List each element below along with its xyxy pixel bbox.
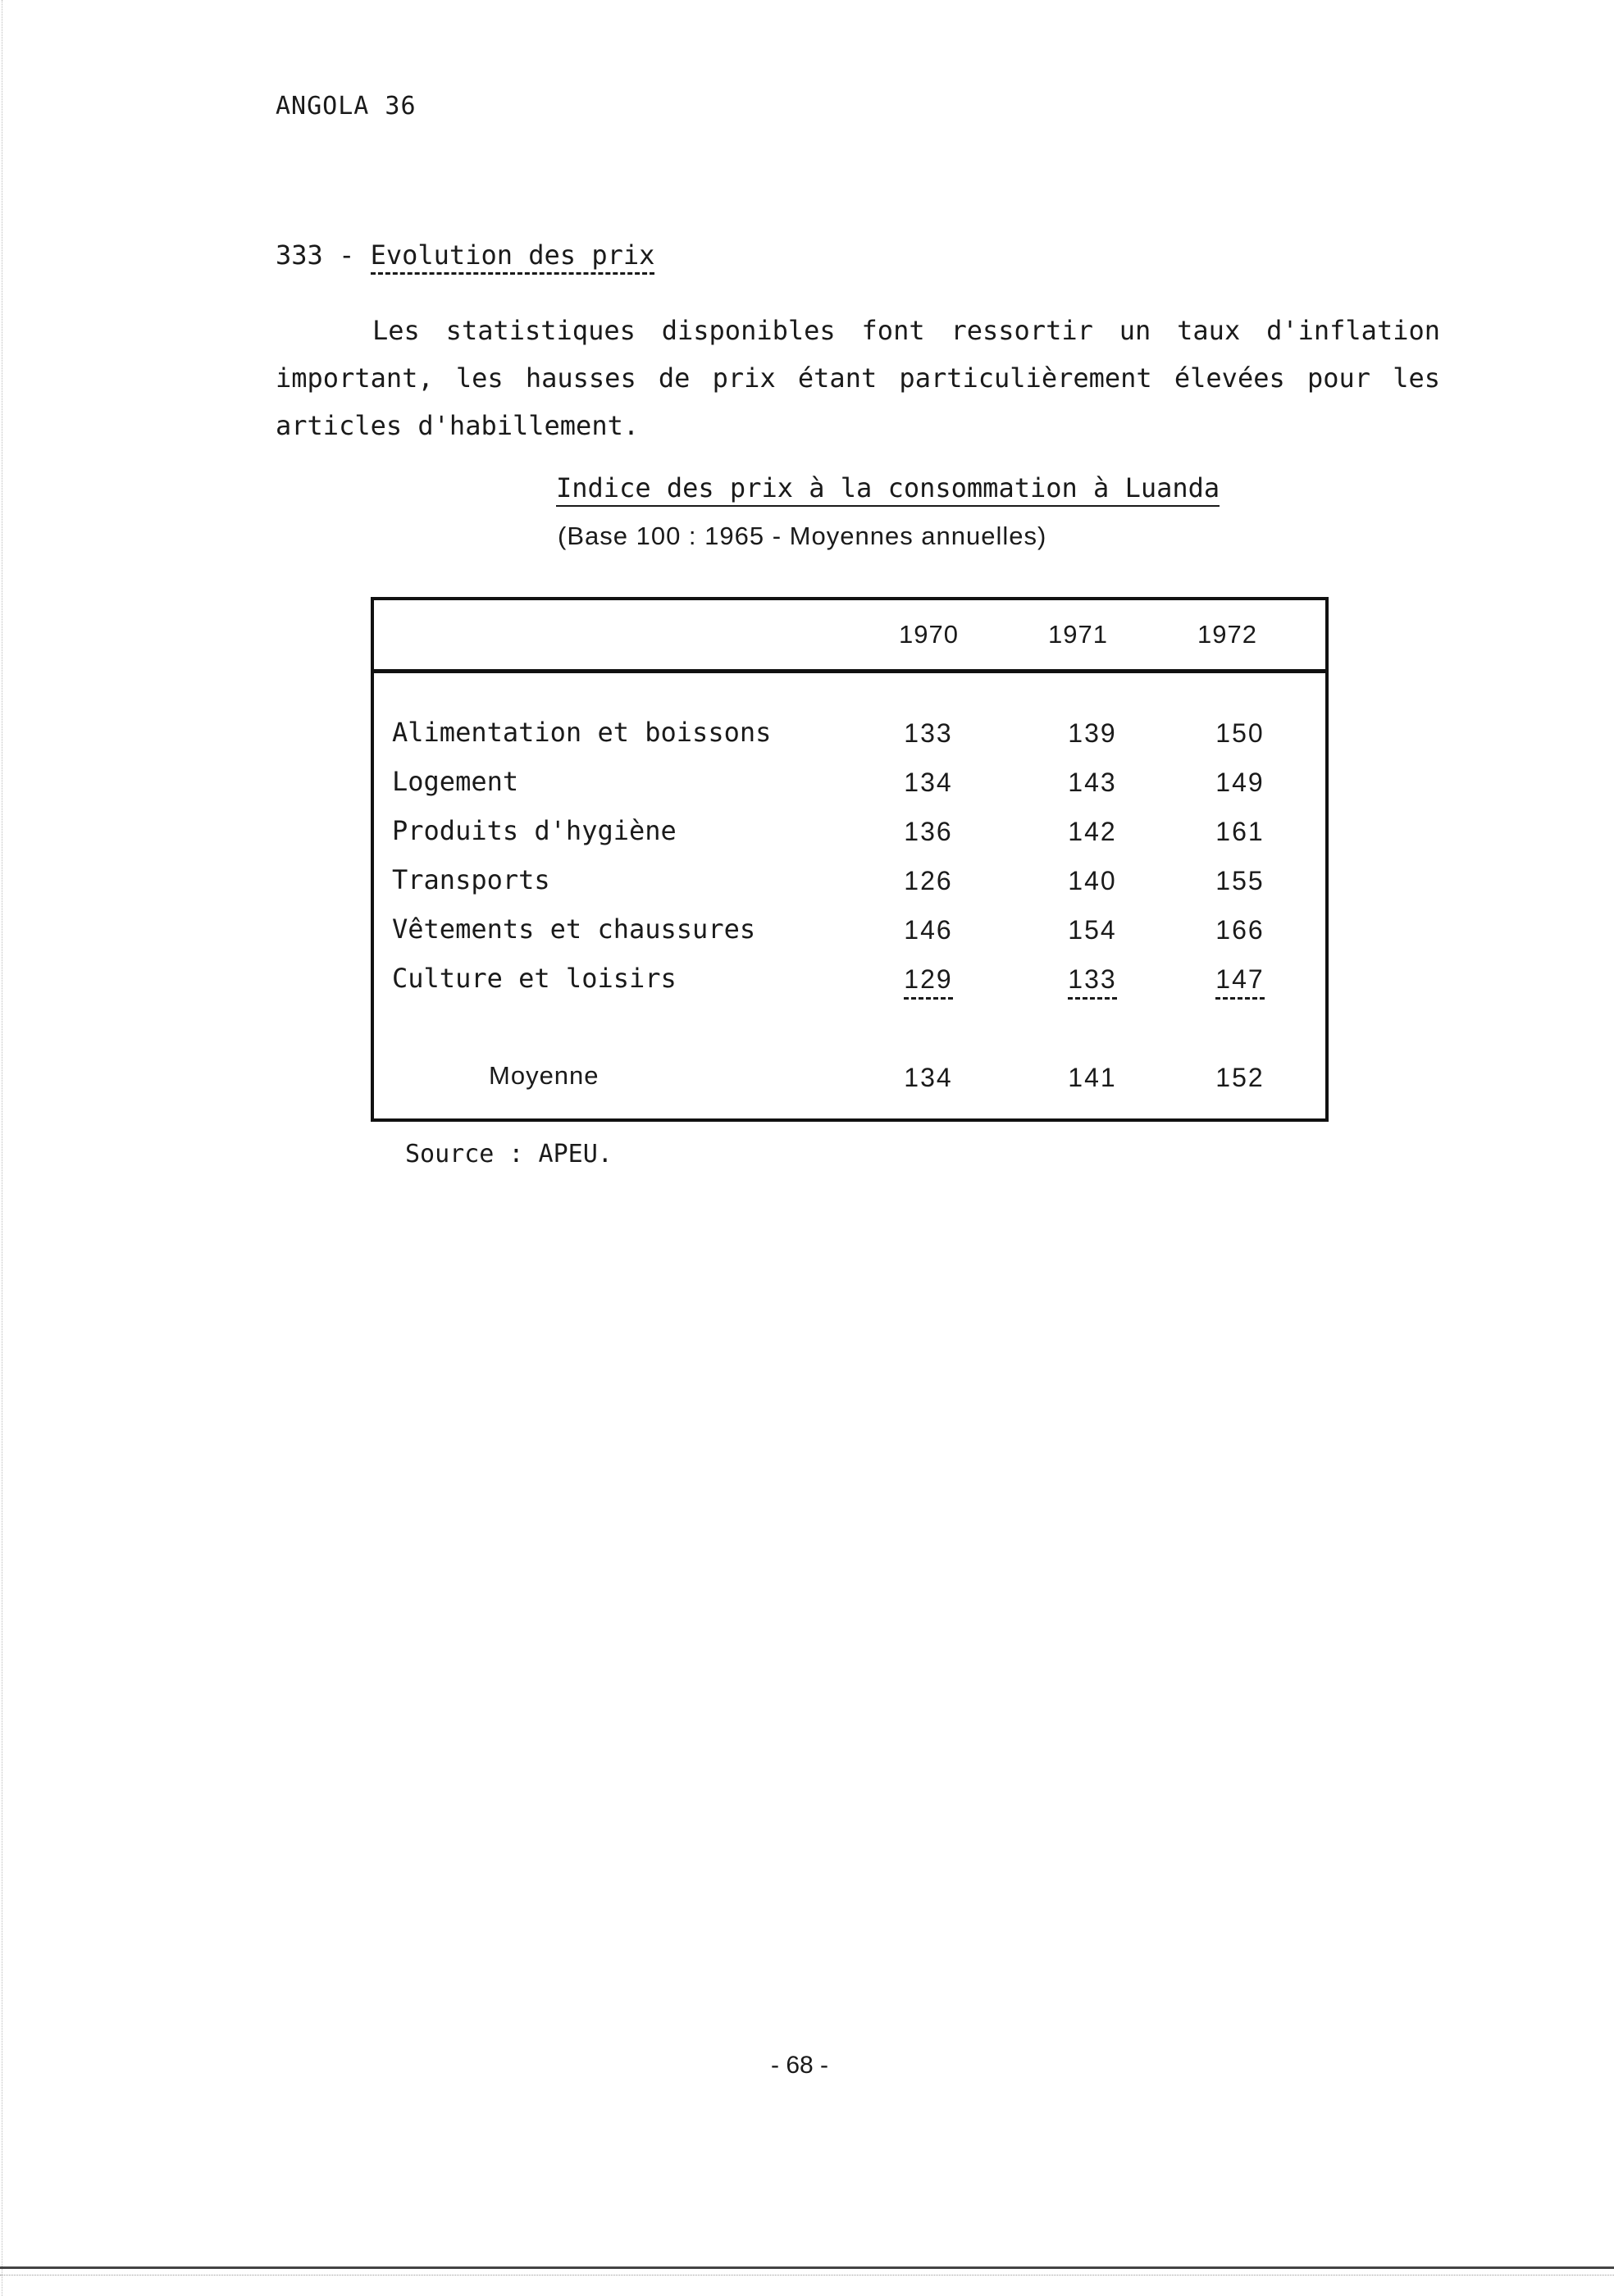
table-cell: 143	[1068, 768, 1117, 797]
row-label: Alimentation et boissons	[392, 717, 772, 748]
table-cell: 150	[1215, 718, 1265, 748]
average-cell: 141	[1068, 1063, 1117, 1092]
row-label: Transports	[392, 864, 550, 895]
column-header-1972: 1972	[1197, 620, 1257, 649]
table-cell: 166	[1215, 915, 1265, 945]
table-cell	[896, 964, 961, 995]
table-cell	[1060, 964, 1125, 995]
section-title: Evolution des prix	[371, 239, 655, 275]
row-label: Culture et loisirs	[392, 963, 677, 994]
body-paragraph	[276, 307, 1440, 449]
table-source: Source : APEU.	[405, 1140, 613, 1168]
table-cell: 149	[1215, 768, 1265, 797]
page-number: - 68 -	[771, 2052, 829, 2079]
page-bottom-edge	[0, 2266, 1614, 2269]
page-bottom-edge-dotted	[0, 2275, 1614, 2276]
table-caption: Indice des prix à la consommation à Luanda	[556, 472, 1220, 507]
row-label: Logement	[392, 766, 519, 797]
average-cell: 134	[904, 1063, 953, 1092]
table-cell: 126	[904, 866, 953, 895]
table-cell: 140	[1068, 866, 1117, 895]
table-cell: 161	[1215, 817, 1265, 846]
table-cell: 136	[904, 817, 953, 846]
running-header: ANGOLA 36	[276, 92, 417, 121]
table-cell: 155	[1215, 866, 1265, 895]
column-header-1970: 1970	[899, 620, 959, 649]
column-header-1971: 1971	[1048, 620, 1108, 649]
average-label: Moyenne	[489, 1061, 600, 1090]
header-rule	[374, 669, 1325, 673]
table-cell-value: 133	[1068, 964, 1116, 1000]
table-cell: 142	[1068, 817, 1117, 846]
table-cell: 146	[904, 915, 953, 945]
row-label: Produits d'hygiène	[392, 815, 677, 846]
table-cell: 154	[1068, 915, 1117, 945]
section-heading	[276, 239, 654, 271]
table-cell: 133	[904, 718, 953, 748]
table-cell-value: 129	[904, 964, 952, 1000]
price-index-table	[371, 597, 1329, 1122]
paragraph-text: Les statistiques disponibles font ressortir un taux d'inflation important, les hausses de prix étant particulièrement élevées pour les articles d'habillement.	[276, 315, 1440, 441]
table-cell: 134	[904, 768, 953, 797]
table-cell	[1207, 964, 1273, 995]
table-cell: 139	[1068, 718, 1117, 748]
average-cell: 152	[1215, 1063, 1265, 1092]
row-label: Vêtements et chaussures	[392, 913, 756, 945]
section-number: 333 -	[276, 239, 355, 271]
table-subcaption: (Base 100 : 1965 - Moyennes annuelles)	[558, 522, 1047, 550]
table-cell-value: 147	[1215, 964, 1264, 1000]
